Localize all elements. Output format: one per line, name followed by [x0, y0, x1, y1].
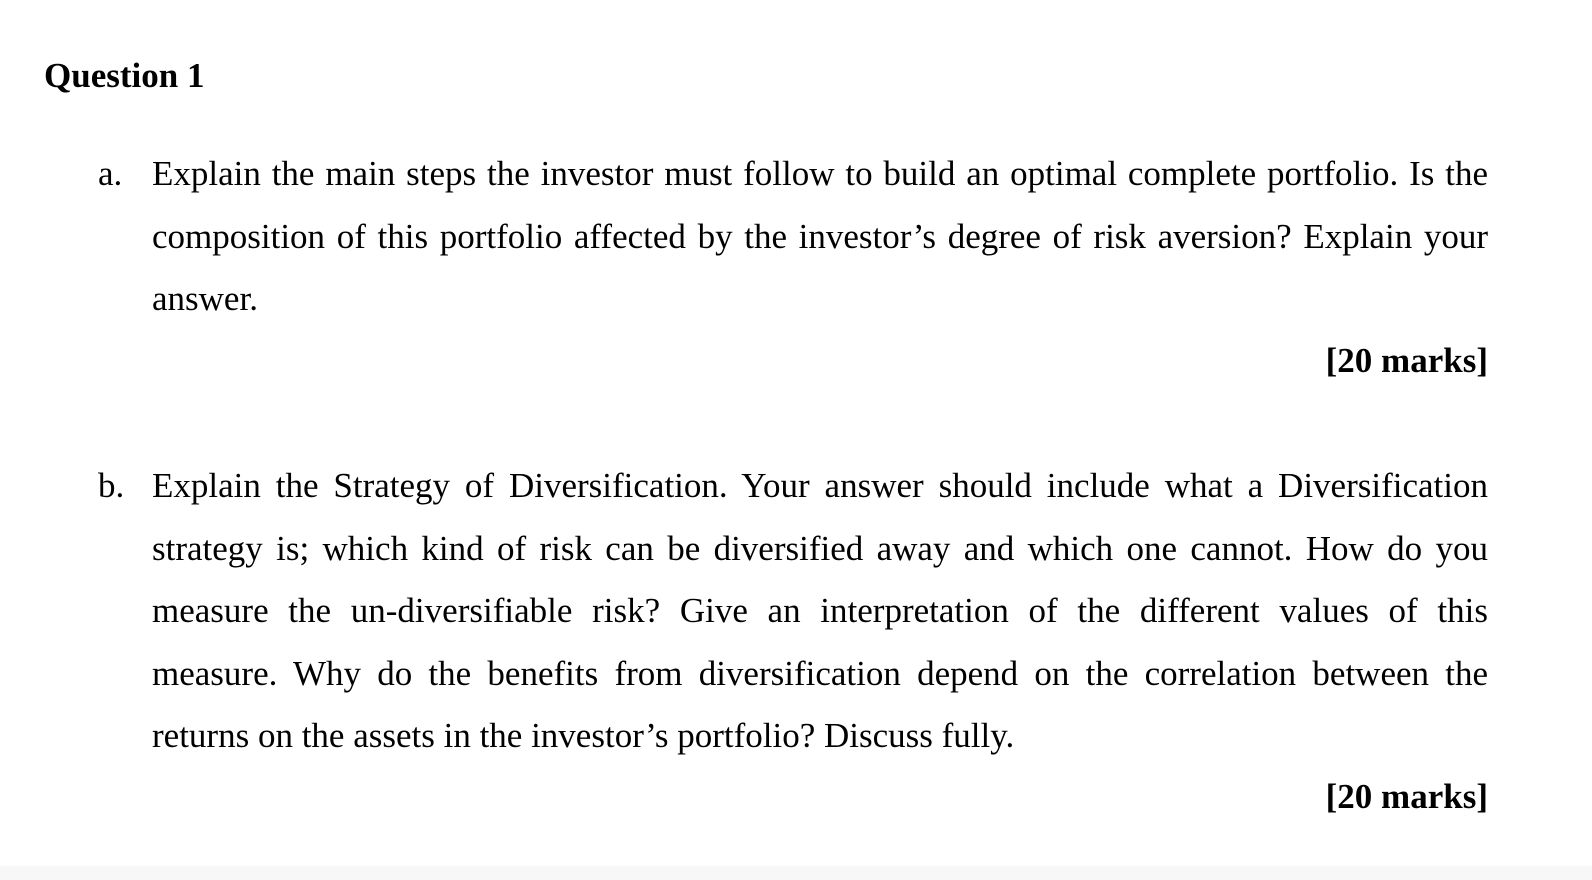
part-a-text: Explain the main steps the investor must follow to build an optimal complete portfolio. Is the composition of this portfolio affected by the investor’s degree of risk aversion? Explain your answer. [152, 154, 1488, 318]
part-b-text: Explain the Strategy of Diversification. Your answer should include what a Diversification strategy is; which kind of risk can be diversified away and which one cannot. How do you measure the un-diversifiable risk? Give an interpretation of the different values of this measure. Why do the benefits from diversification depend on the correlation between the returns on the assets in the investor’s portfolio? Discuss fully. [152, 466, 1488, 755]
page-bottom-strip [0, 866, 1592, 880]
part-b-letter: b. [98, 466, 125, 505]
question-title: Question 1 [44, 56, 205, 95]
part-a-letter: a. [98, 154, 123, 193]
part-b-marks: [20 marks] [1325, 777, 1488, 816]
part-a-marks: [20 marks] [1325, 341, 1488, 380]
